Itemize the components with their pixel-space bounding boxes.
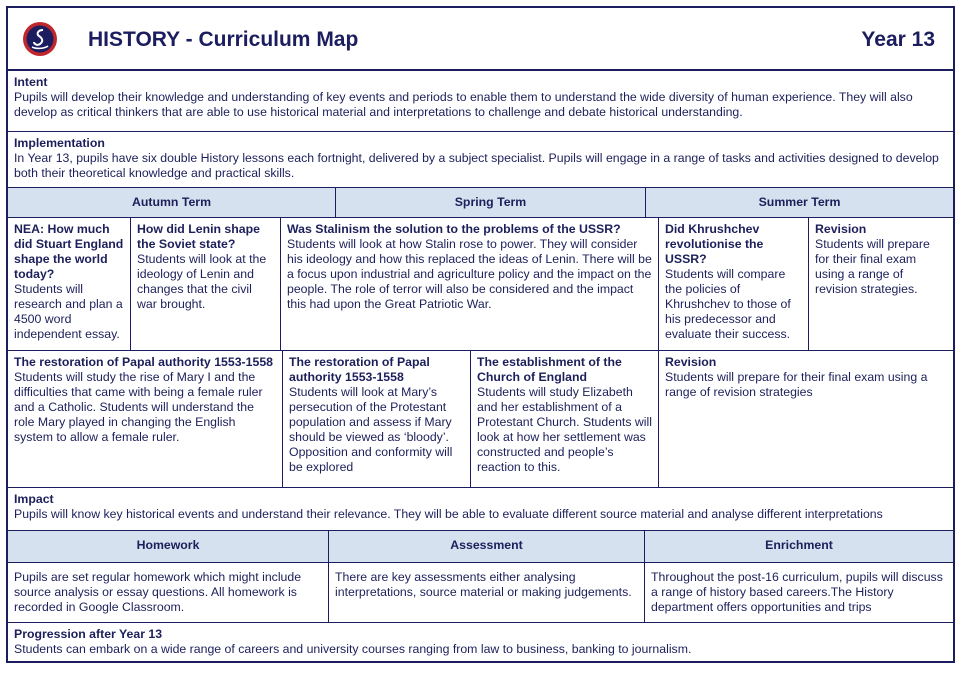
module-revision-2: Revision Students will prepare for their final exam using a range of revision strategies — [658, 351, 953, 487]
impact-text: Pupils will know key historical events and understand their relevance. They will be able to evaluate different source material and analyse different interpretations — [14, 507, 883, 521]
school-crest-icon — [22, 21, 58, 57]
module-row-1 — [6, 217, 955, 350]
module-church-of-england: The establishment of the Church of England Students will study Elizabeth and her establishment of a Protestant Church. Students will look at how her settlement was constructed and people’s reaction to this. — [470, 351, 658, 487]
term-autumn: Autumn Term — [8, 188, 335, 217]
implementation-section — [6, 131, 955, 187]
progression-heading: Progression after Year 13 — [14, 627, 163, 641]
enrichment-heading: Enrichment — [644, 531, 953, 562]
module-khrushchev: Did Khrushchev revolutionise the USSR? Students will compare the policies of Khrushchev to those of his predecessor and evaluate their success. — [658, 218, 808, 350]
bottom-header-row — [6, 530, 955, 562]
page-header — [6, 6, 955, 70]
enrichment-text: Throughout the post-16 curriculum, pupils will discuss a range of history based careers.The History department offers opportunities and trips — [644, 563, 953, 622]
implementation-text: In Year 13, pupils have six double History lessons each fortnight, delivered by a subject specialist. Pupils will engage in a range of tasks and activities designed to develop both their theoretical knowledge and practical skills. — [14, 151, 939, 180]
intent-heading: Intent — [14, 75, 48, 89]
implementation-heading: Implementation — [14, 136, 105, 150]
homework-text: Pupils are set regular homework which might include source analysis or essay questions. All homework is recorded in Google Classroom. — [14, 570, 302, 614]
intent-text: Pupils will develop their knowledge and understanding of key events and periods to enable them to understand the wide diversity of human experience. They will also develop as critical thinkers that are able to use historical material and interpretations to challenge and debate historical understanding. — [14, 90, 913, 119]
term-spring: Spring Term — [335, 188, 645, 217]
module-lenin: How did Lenin shape the Soviet state? Students will look at the ideology of Lenin and changes that the civil war brought. — [130, 218, 280, 350]
module-papal-authority-1: The restoration of Papal authority 1553-1558 Students will study the rise of Mary I and the difficulties that came with being a female ruler and a Catholic. Students will understand the role Mary played in changing the English system to allow a female ruler. — [14, 355, 273, 444]
assessment-heading: Assessment — [328, 531, 644, 562]
bottom-content-row — [6, 562, 955, 622]
page-title: HISTORY - Curriculum Map — [88, 28, 359, 51]
assessment-text: There are key assessments either analysing interpretations, source material or making judgements. — [328, 563, 644, 622]
impact-heading: Impact — [14, 492, 54, 506]
module-stalinism: Was Stalinism the solution to the problems of the USSR? Students will look at how Stalin rose to power. They will consider his ideology and how this replaced the ideas of Lenin. There will be a focus upon industrial and agriculture policy and the impact on the people. The role of terror will also be considered and the impact this had upon the Great Patriotic War. — [280, 218, 658, 350]
module-papal-authority-2: The restoration of Papal authority 1553-1558 Students will look at Mary’s persecution of the Protestant population and assess if Mary should be viewed as ‘bloody’. Opposition and conformity will be explored — [282, 351, 470, 487]
module-nea: NEA: How much did Stuart England shape the world today? Students will research and plan a 4500 word independent essay. — [14, 222, 124, 341]
progression-section — [6, 622, 955, 663]
term-summer: Summer Term — [645, 188, 953, 217]
impact-section — [6, 487, 955, 530]
year-label: Year 13 — [861, 28, 935, 51]
homework-heading: Homework — [8, 531, 328, 562]
intent-section — [6, 70, 955, 131]
module-revision-1: Revision Students will prepare for their final exam using a range of revision strategies. — [808, 218, 953, 350]
module-row-2 — [6, 350, 955, 487]
term-header-row — [6, 187, 955, 217]
progression-text: Students can embark on a wide range of careers and university courses ranging from law to business, banking to journalism. — [14, 642, 692, 656]
